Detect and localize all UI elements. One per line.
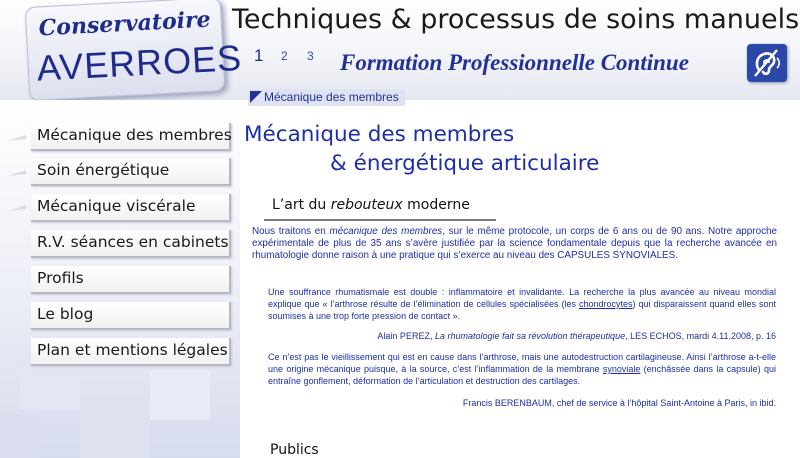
intro-paragraph — [252, 226, 777, 263]
deco-square — [0, 415, 40, 458]
intro-italic: mécanique des membres — [329, 226, 443, 237]
sidebar-item-label: Mécanique viscérale — [37, 197, 196, 215]
citation-text: Alain PEREZ, — [377, 331, 435, 341]
heading-divider — [264, 219, 496, 221]
section-heading-text: L’art du — [272, 197, 331, 213]
sidebar-item-plan-mentions[interactable] — [31, 338, 231, 366]
sidebar-item-soin-energetique[interactable] — [31, 158, 231, 186]
section-heading-text: moderne — [402, 197, 470, 213]
sidebar-item-mecanique-viscerale[interactable] — [31, 194, 231, 222]
sidebar-item-profils[interactable] — [31, 266, 231, 294]
citation-2: Francis BERENBAUM, chef de service à l’hôpital Saint-Antoine à Paris, in ibid. — [462, 398, 776, 408]
page-title-line2: & énergétique articulaire — [330, 151, 600, 176]
nav-arrow-icon — [8, 168, 26, 176]
site-title: Techniques & processus de soins manuels — [232, 4, 800, 35]
page-link-1[interactable]: 1 — [254, 46, 264, 65]
header — [0, 0, 800, 100]
sidebar-item-label: R.V. séances en cabinets — [37, 233, 229, 251]
sidebar-item-label: Profils — [37, 269, 84, 287]
quote-text: Ce n’est pas le vieillissement qui est en cause dans l’arthrose, mais une autodestruction cartilagineuse. Ainsi l’arthrose a-t-elle une origine mécanique puisque, à la source, c’est l’inflammation de la membrane — [268, 352, 776, 374]
intro-text: Nous traitons en — [252, 226, 330, 237]
nav-arrow-icon — [8, 133, 26, 141]
page-link-2[interactable]: 2 — [281, 49, 288, 63]
chondrocytes-link[interactable]: chondrocytes — [578, 298, 633, 309]
synoviale-link[interactable]: synoviale — [602, 363, 641, 374]
nav-arrow-icon — [8, 203, 26, 211]
quote-paragraph-2 — [268, 352, 776, 387]
sidebar-item-label: Mécanique des membres — [37, 126, 232, 144]
section-heading — [272, 197, 470, 213]
sidebar-item-label: Soin énergétique — [37, 161, 170, 179]
sidebar-item-mecanique-membres[interactable] — [31, 123, 231, 151]
quote-text: ) qui disparaissent quand elles sont soumises à une trop forte pression de contact ». — [268, 298, 776, 321]
citation-1 — [268, 331, 776, 341]
accessibility-icon[interactable] — [747, 44, 787, 82]
quote-text: Une souffrance rhumatismale est double : inflammatoire et invalidante. La recherche la plus avancée au niveau mondial explique que « l’arthrose résulte de l’élimination de cellules spécialisées (les — [268, 287, 776, 309]
sidebar-item-label: Le blog — [37, 305, 94, 323]
breadcrumb-label: Mécanique des membres — [264, 90, 399, 104]
breadcrumb-triangle-icon — [250, 91, 262, 103]
citation-text: , LES ECHOS, mardi 4.11.2008, p. 16 — [625, 331, 776, 341]
page-link-3[interactable]: 3 — [307, 49, 314, 63]
page-title-line1: Mécanique des membres — [244, 122, 515, 147]
sidebar-item-label: Plan et mentions légales — [37, 341, 228, 359]
sidebar-item-rv-seances[interactable] — [31, 230, 231, 258]
logo-line1: Conservatoire — [38, 6, 212, 42]
citation-italic: La rhumatologie fait sa révolution thérapeutique — [434, 331, 626, 341]
sidebar-item-blog[interactable] — [31, 302, 231, 330]
quote-paragraph-1 — [268, 287, 776, 322]
intro-text: , sur le même protocole, un corps de 6 ans ou de 90 ans. Notre approche expérimentale de plus de 35 ans s’avère justifiée par la science fondamentale depuis que la recherche avancée en rhumatologie donne raison à une pratique qui s’exerce au niveau des CAPSULES SYNOVIALES. — [252, 226, 777, 262]
site-logo[interactable] — [25, 0, 244, 101]
section-heading-italic: rebouteux — [330, 197, 403, 213]
quote-text: (enchâssée dans la capsule) qui entraîne gonflement, déformation de l’articulation et destruction des cartilages. — [268, 363, 776, 386]
logo-line2: AVERROES — [35, 36, 244, 89]
deco-square — [80, 395, 150, 458]
deco-square — [150, 370, 210, 420]
publics-heading: Publics — [270, 442, 319, 458]
breadcrumb[interactable] — [248, 89, 405, 106]
site-subtitle: Formation Professionnelle Continue — [340, 50, 689, 75]
